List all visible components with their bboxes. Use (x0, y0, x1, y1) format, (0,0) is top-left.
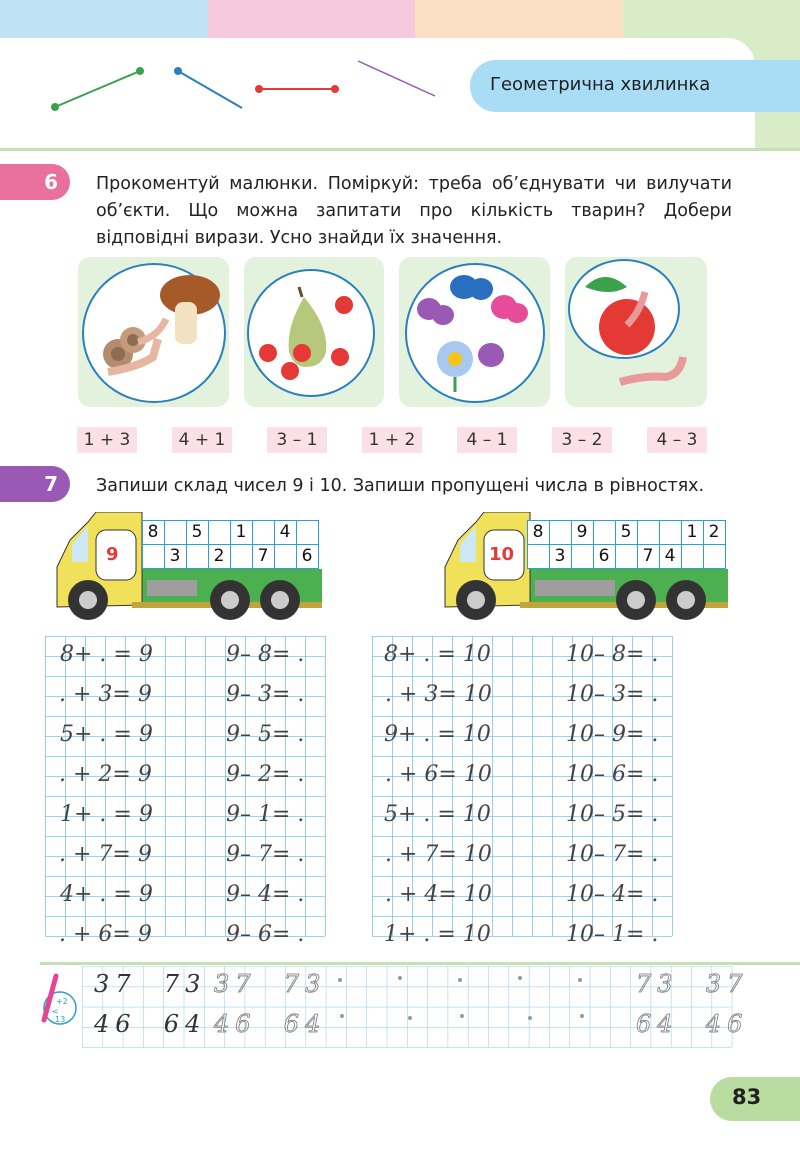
equation: . + 6= 10 (378, 762, 492, 787)
expression-card: 1 + 3 (77, 427, 137, 453)
pencil-icon (38, 972, 78, 1028)
equation: 9+ . = 10 (384, 722, 491, 747)
segments-illustration (40, 55, 460, 125)
copy-trace: 46 64 (214, 1010, 327, 1038)
header-divider (0, 148, 800, 151)
truck-10-cell: 1 (686, 522, 698, 542)
equation: 1+ . = 10 (384, 922, 491, 947)
truck-9-cell: 7 (257, 546, 269, 566)
equation: 9– 3= . (226, 682, 305, 707)
expression-card: 4 – 1 (457, 427, 517, 453)
equation: . + 7= 9 (52, 842, 152, 867)
equation: 9– 2= . (226, 762, 305, 787)
equation: . + 3= 9 (52, 682, 152, 707)
equation: 10– 4= . (566, 882, 659, 907)
truck-10-cell: 7 (642, 546, 654, 566)
equation: . + 4= 10 (378, 882, 492, 907)
truck-10-cell: 9 (576, 522, 588, 542)
equation: . + 6= 9 (52, 922, 152, 947)
header-strip-pink (208, 0, 415, 40)
expression-card: 3 – 1 (267, 427, 327, 453)
equation: 10– 7= . (566, 842, 659, 867)
svg-text:13: 13 (55, 1015, 66, 1024)
copy-trace: 64 46 (636, 1010, 749, 1038)
equation: 10– 9= . (566, 722, 659, 747)
ladybugs-pear-image (244, 257, 384, 407)
equation: 9– 6= . (226, 922, 305, 947)
equation: 9– 4= . (226, 882, 305, 907)
expression-card: 1 + 2 (362, 427, 422, 453)
copy-sample: 37 73 (94, 970, 207, 998)
equation: 5+ . = 10 (384, 802, 491, 827)
butterflies-flower-image (399, 257, 550, 407)
task-text: Прокоментуй малюнки. Поміркуй: треба об’єднувати чи вилучати об’єкти. Що можна запитати про кількість тварин? Добери відповідні вирази. Усно знайди їх значення. (96, 174, 732, 248)
equation: . + 3= 10 (378, 682, 492, 707)
page-number-tab (710, 1077, 800, 1121)
truck-10-cell: 2 (708, 522, 720, 542)
task-number-badge: 7 (0, 466, 70, 502)
truck-9-cell: 1 (235, 522, 247, 542)
svg-text:+2: +2 (56, 997, 68, 1006)
picture-card-worms (565, 257, 707, 407)
equation: 9– 7= . (226, 842, 305, 867)
section-title: Геометрична хвилинка (490, 74, 711, 95)
task-text: Запиши склад чисел 9 і 10. Запиши пропущені числа в рівностях. (96, 476, 705, 496)
section-title-tab (470, 60, 800, 112)
truck-9-number: 9 (106, 544, 119, 565)
equation: 8+ . = 9 (60, 642, 153, 667)
snails-mushroom-image (78, 257, 229, 407)
worms-apple-image (565, 257, 707, 407)
equation: 10– 6= . (566, 762, 659, 787)
equation: 4+ . = 9 (60, 882, 153, 907)
equation: 1+ . = 9 (60, 802, 153, 827)
equation: 5+ . = 9 (60, 722, 153, 747)
equation: 9– 1= . (226, 802, 305, 827)
expression-card: 4 + 1 (172, 427, 232, 453)
equation: 10– 5= . (566, 802, 659, 827)
truck-9-cell: 5 (191, 522, 203, 542)
picture-card-butterflies (399, 257, 550, 407)
task-number-badge: 6 (0, 164, 70, 200)
equation: 9– 8= . (226, 642, 305, 667)
truck-10-cell: 6 (598, 546, 610, 566)
truck-10-cell: 5 (620, 522, 632, 542)
truck-10-cell: 4 (664, 546, 676, 566)
truck-9-cell: 6 (301, 546, 313, 566)
copy-trace: 73 37 (636, 970, 749, 998)
truck-9-cell: 2 (213, 546, 225, 566)
truck-9-cell: 8 (147, 522, 159, 542)
page-number: 83 (732, 1085, 762, 1109)
expression-card: 4 – 3 (647, 427, 707, 453)
equation: 9– 5= . (226, 722, 305, 747)
expression-card: 3 – 2 (552, 427, 612, 453)
equation: 8+ . = 10 (384, 642, 491, 667)
truck-10-number: 10 (489, 544, 515, 565)
picture-card-ladybugs (244, 257, 384, 407)
truck-10-cell: 3 (554, 546, 566, 566)
header-strip-blue (0, 0, 208, 40)
header-strip-peach (415, 0, 623, 40)
copy-sample: 46 64 (94, 1010, 207, 1038)
truck-10-cell: 8 (532, 522, 544, 542)
truck-9-cell: 4 (279, 522, 291, 542)
svg-text:<: < (52, 1007, 59, 1016)
copybook-divider (40, 962, 800, 965)
equation: . + 7= 10 (378, 842, 492, 867)
equation: 10– 3= . (566, 682, 659, 707)
equation: 10– 1= . (566, 922, 659, 947)
picture-card-snails (78, 257, 229, 407)
truck-9-cell: 3 (169, 546, 181, 566)
equation: . + 2= 9 (52, 762, 152, 787)
copy-trace: 37 73 (214, 970, 327, 998)
equation: 10– 8= . (566, 642, 659, 667)
